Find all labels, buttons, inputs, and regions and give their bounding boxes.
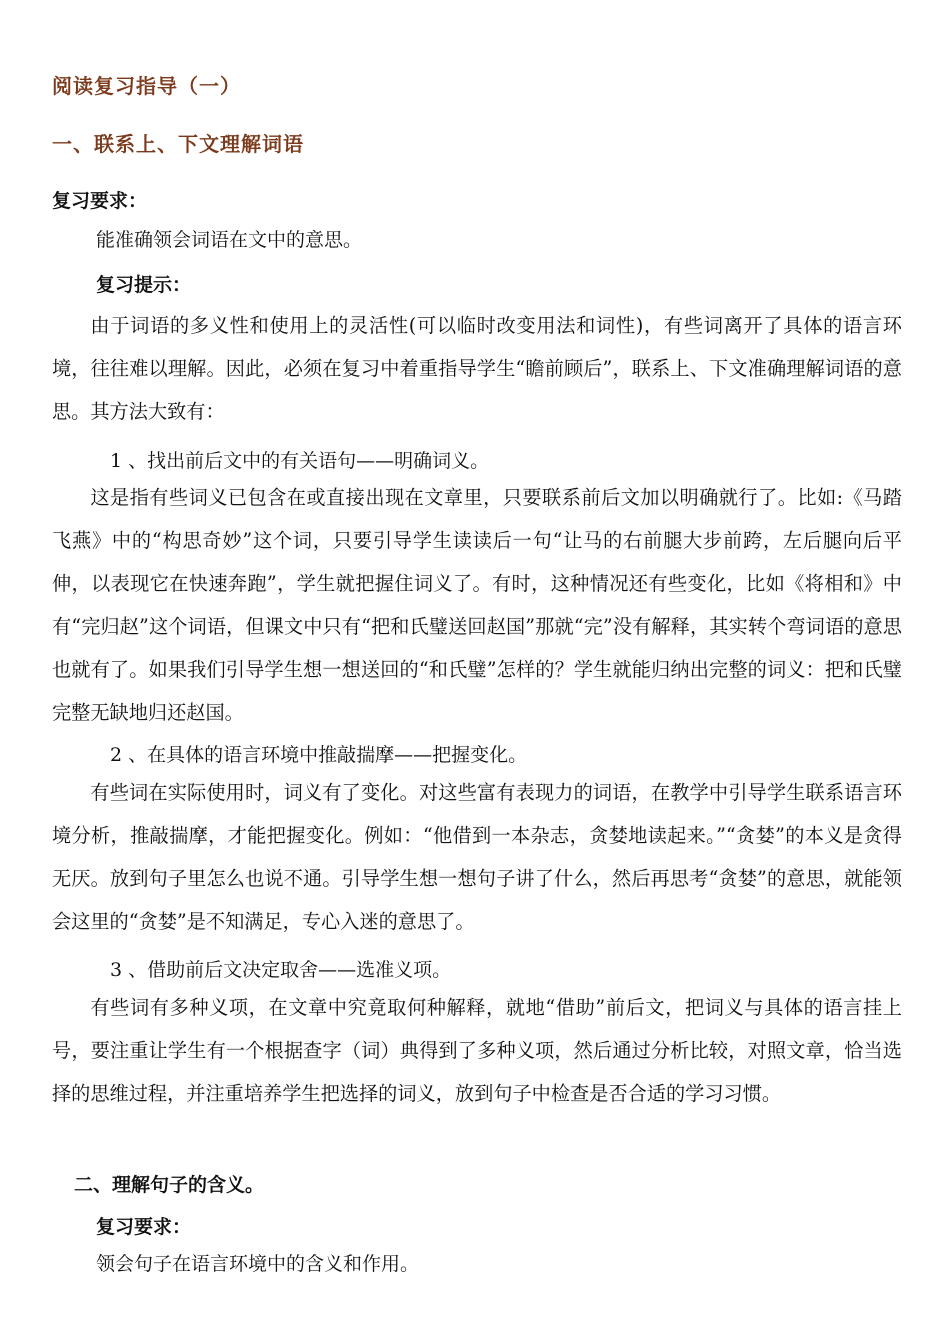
method-item-1: 1 、找出前后文中的有关语句——明确词义。 (110, 450, 490, 472)
requirement-label: 复习要求： (52, 190, 148, 212)
requirement-label-2: 复习要求： (96, 1216, 192, 1238)
tips-label: 复习提示： (96, 274, 192, 296)
method-item-2: 2 、在具体的语言环境中推敲揣摩——把握变化。 (110, 744, 528, 766)
section-heading-1: 一、联系上、下文理解词语 (52, 132, 304, 156)
requirement-text: 能准确领会词语在文中的意思。 (96, 229, 363, 251)
method-2-paragraph: 有些词在实际使用时，词义有了变化。对这些富有表现力的词语，在教学中引导学生联系语言环境分析，推敲揣摩，才能把握变化。例如：“他借到一本杂志，贪婪地读起来。”“贪婪”的本义是贪得无厌。放到句子里怎么也说不通。引导学生想一想句子讲了什么，然后再思考“贪婪”的意思，就能领会这里的“贪婪”是不知满足，专心入迷的意思了。 (52, 781, 902, 933)
tips-paragraph: 由于词语的多义性和使用上的灵活性(可以临时改变用法和词性)，有些词离开了具体的语言环境，往往难以理解。因此，必须在复习中着重指导学生“瞻前顾后”，联系上、下文准确理解词语的意思。其方法大致有： (52, 314, 902, 423)
section-heading-2: 二、理解句子的含义。 (74, 1174, 265, 1196)
method-1-paragraph: 这是指有些词义已包含在或直接出现在文章里，只要联系前后文加以明确就行了。比如:《马踏飞燕》中的“构思奇妙”这个词，只要引导学生读读后一句“让马的右前腿大步前跨，左后腿向后平伸，以表现它在快速奔跑”，学生就把握住词义了。有时，这种情况还有些变化，比如《将相和》中有“完归赵”这个词语，但课文中只有“把和氏璧送回赵国”那就“完”没有解释，其实转个弯词语的意思也就有了。如果我们引导学生想一想送回的“和氏璧”怎样的？学生就能归纳出完整的词义：把和氏璧完整无缺地归还赵国。 (52, 486, 902, 724)
method-item-3: 3 、借助前后文决定取舍——选准义项。 (110, 959, 452, 981)
requirement-text-2: 领会句子在语言环境中的含义和作用。 (96, 1253, 420, 1275)
document-title: 阅读复习指导（一） (52, 74, 241, 98)
method-3-paragraph: 有些词有多种义项，在文章中究竟取何种解释，就地“借助”前后文，把词义与具体的语言挂上号，要注重让学生有一个根据查字（词）典得到了多种义项，然后通过分析比较，对照文章，恰当选择的思维过程，并注重培养学生把选择的词义，放到句子中检查是否合适的学习习惯。 (52, 996, 902, 1105)
